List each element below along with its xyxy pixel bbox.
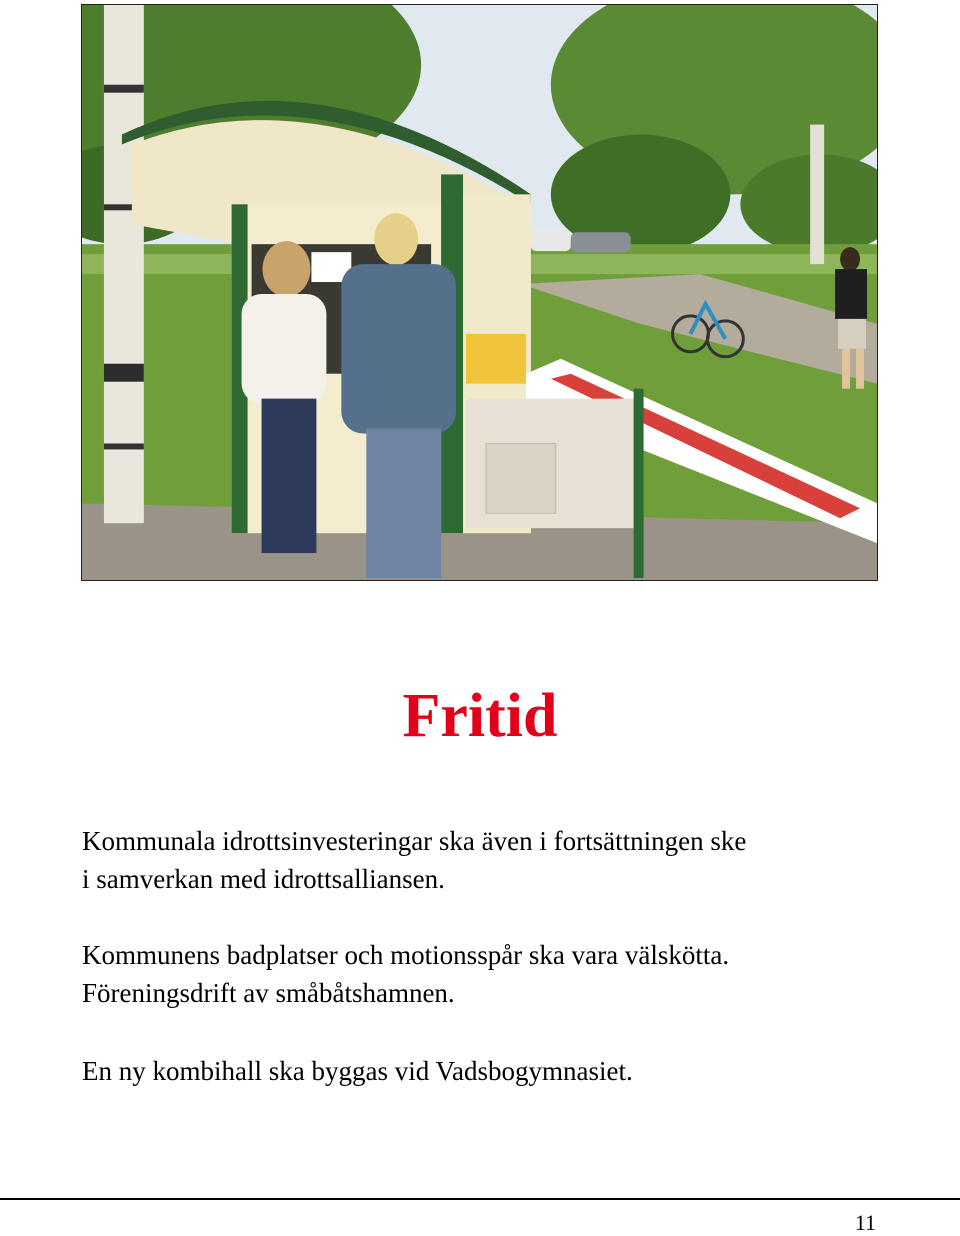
page-number: 11 xyxy=(854,1210,876,1235)
paragraph-line: Kommunala idrottsinvesteringar ska även i fortsättningen ske xyxy=(82,826,747,856)
page-title: Fritid xyxy=(402,682,558,750)
paragraph-bathing-and-marina xyxy=(82,936,902,1012)
minigolf-kiosk-photo xyxy=(81,4,878,581)
paragraph-line: Kommunens badplatser och motionsspår ska vara välskötta. xyxy=(82,940,730,970)
paragraph-new-sports-hall xyxy=(82,1052,902,1090)
photo-illustration xyxy=(82,5,877,580)
paragraph-line: Föreningsdrift av småbåtshamnen. xyxy=(82,978,455,1008)
paragraph-line: En ny kombihall ska byggas vid Vadsbogymnasiet. xyxy=(82,1056,633,1086)
footer-divider xyxy=(0,1198,960,1200)
paragraph-line: i samverkan med idrottsalliansen. xyxy=(82,864,445,894)
paragraph-sports-investments xyxy=(82,822,902,898)
